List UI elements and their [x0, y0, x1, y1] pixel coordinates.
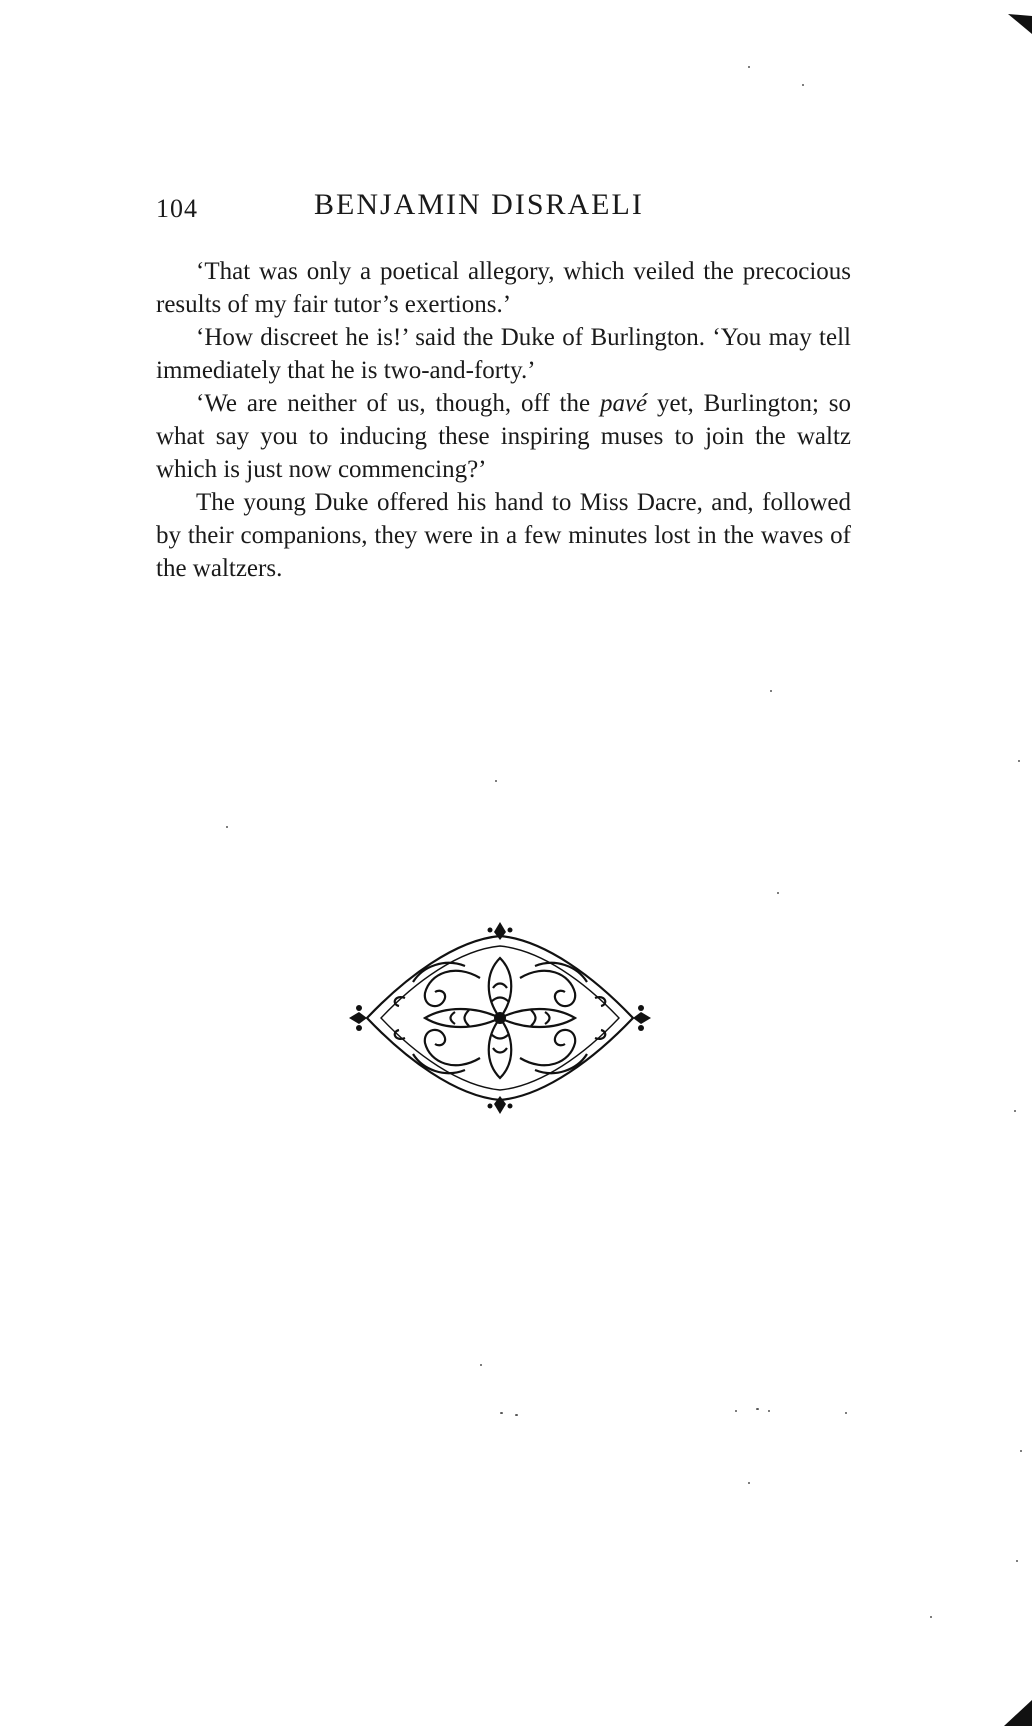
scan-speck: [748, 1482, 750, 1484]
scan-speck: [515, 1414, 518, 1416]
paragraph: ‘We are neither of us, though, off the pavé yet, Burlington; so what say you to inducing these inspiring muses to join the waltz which is just now commencing?’: [156, 390, 851, 483]
ornamental-tailpiece-icon: [345, 918, 655, 1118]
scan-speck: [768, 1410, 770, 1412]
scan-speck: [500, 1412, 503, 1414]
paragraph: ‘How discreet he is!’ said the Duke of Burlington. ‘You may tell immediately that he is two-and-forty.’: [156, 324, 851, 384]
italic-word: pavé: [599, 390, 648, 417]
scan-speck: [802, 84, 804, 86]
scan-speck: [1016, 1560, 1018, 1562]
scan-speck: [480, 1364, 482, 1366]
page-number: 104: [156, 194, 198, 223]
scan-speck: [1014, 1110, 1016, 1112]
scan-speck: [226, 826, 228, 828]
scan-speck: [756, 1408, 759, 1410]
scan-speck: [770, 690, 772, 692]
scan-speck: [735, 1410, 737, 1412]
body-text: [156, 255, 851, 585]
scan-speck: [930, 1616, 932, 1618]
paragraph: The young Duke offered his hand to Miss Dacre, and, followed by their companions, they were in a few minutes lost in the waves of the waltzers.: [156, 489, 851, 582]
scan-speck: [845, 1412, 847, 1414]
running-head: BENJAMIN DISRAELI: [314, 188, 644, 221]
scan-corner-mark-top: [1008, 14, 1032, 38]
scan-corner-mark-bottom: [1004, 1700, 1032, 1726]
paragraph: ‘That was only a poetical allegory, which veiled the precocious results of my fair tutor’s exertions.’: [156, 258, 851, 318]
scan-speck: [1020, 1450, 1022, 1452]
scan-speck: [748, 66, 750, 68]
scan-speck: [1018, 760, 1020, 762]
page-header: [156, 188, 856, 228]
scan-speck: [495, 780, 497, 782]
scan-speck: [777, 892, 779, 894]
